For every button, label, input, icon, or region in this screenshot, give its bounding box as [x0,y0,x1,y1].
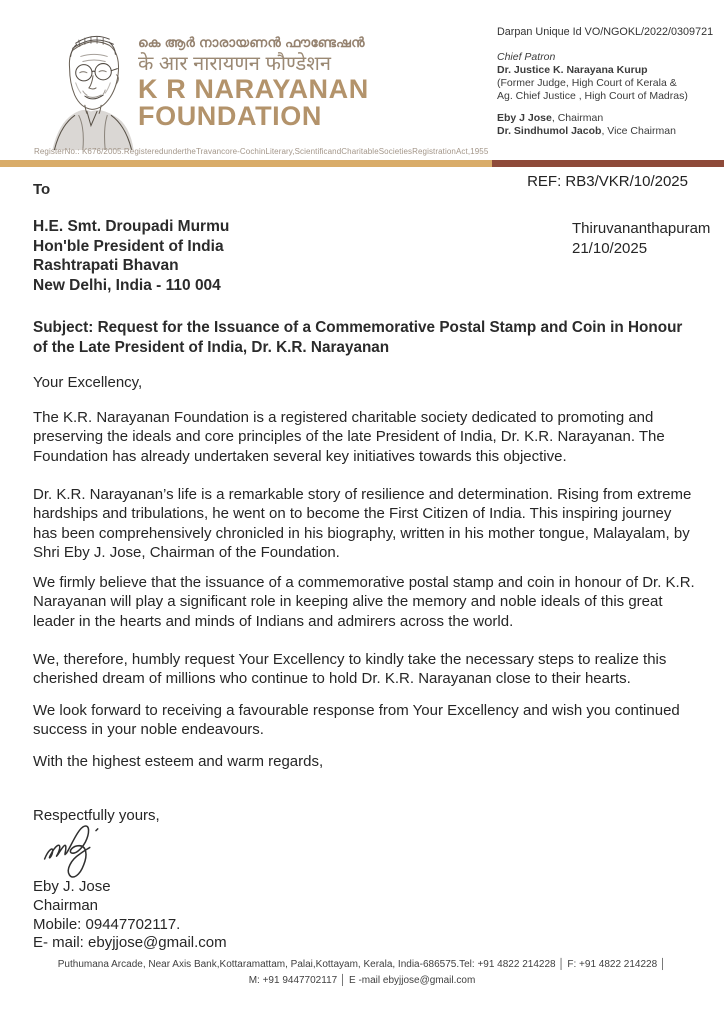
recipient-title: Hon'ble President of India [33,237,224,255]
recipient-address-block [33,217,229,295]
darpan-unique-id: Darpan Unique Id VO/NGOKL/2022/0309721 [497,26,714,38]
body-paragraph-3: We firmly believe that the issuance of a commemorative postal stamp and coin in honour of Dr. K.R. Narayanan will play a significant role in keeping alive the memory and noble ideals of this great leader in the hearts and minds of Indians and admirers across the world. [33,574,695,630]
vice-chairman-line [497,125,717,138]
chairman-line [497,112,717,125]
body-paragraph-1: The K.R. Narayanan Foundation is a registered charitable society dedicated to promoting and preserving the ideals and core principles of the late President of India, Dr. K.R. Narayanan. The Foundation has already undertaken several key initiatives towards this objective. [33,409,665,465]
chairman-name: Eby J Jose [497,112,552,124]
to-label: To [33,181,51,198]
closing-regards-line: With the highest esteem and warm regards, [33,753,324,770]
logo-hindi-name: के आर नारायणन फौण्डेशन [138,53,331,75]
chairman-title: , Chairman [551,112,604,124]
subject-line: Subject: Request for the Issuance of a Commemorative Postal Stamp and Coin in Honour of the Late President of India, Dr. K.R. Narayanan [33,319,683,356]
letter-date: 21/10/2025 [572,239,648,257]
footer-address-line: Puthumana Arcade, Near Axis Bank,Kottaramattam, Palai,Kottayam, Kerala, India-686575.Tel: +91 4822 214228 │ F: +91 4822 214228 │ [57,959,667,970]
salutation: Your Excellency, [33,374,143,391]
chief-patron-label: Chief Patron [497,51,556,63]
registration-number-line: RegisterNo.: K676/2005.RegisteredundertheTravancore-CochinLiterary,ScientificandCharitableSocietiesRegistrationAct,1955 [34,147,489,156]
signatory-email: E- mail: ebyjjose@gmail.com [33,934,227,952]
chief-patron-name: Dr. Justice K. Narayana Kurup [497,64,648,76]
header-right-column [497,26,717,138]
letter-place: Thiruvananthapuram [572,220,711,237]
signatory-role: Chairman [33,896,99,914]
reference-number: REF: RB3/VKR/10/2025 [527,173,688,190]
footer-contact-block [0,957,724,989]
foundation-logo-block [138,34,408,130]
recipient-city-line: New Delhi, India - 110 004 [33,276,221,294]
handwritten-signature [38,820,138,882]
logo-english-name-line1: K R NARAYANAN [138,74,369,104]
vice-chairman-name: Dr. Sindhumol Jacob [497,125,602,137]
vice-chairman-title: , Vice Chairman [601,125,676,137]
body-paragraph-5: We look forward to receiving a favourable response from Your Excellency and wish you continued success in your noble endeavours. [33,702,680,739]
logo-english-name-line2: FOUNDATION [138,101,322,131]
signatory-mobile: Mobile: 09447702117. [33,915,181,933]
recipient-name: H.E. Smt. Droupadi Murmu [33,218,230,235]
header-divider-bar [0,160,724,167]
footer-contact-line: M: +91 9447702117 │ E -mail ebyjjose@gmail.com [248,975,476,986]
chief-patron-detail-2: Ag. Chief Justice , High Court of Madras) [497,90,688,102]
chief-patron-detail-1: (Former Judge, High Court of Kerala & [497,77,677,89]
kr-narayanan-portrait-sketch [42,30,144,150]
place-date-block [572,219,710,258]
logo-malayalam-name: കെ ആർ നാരായണൻ ഫൗണ്ടേഷൻ [138,35,365,50]
body-paragraph-2: Dr. K.R. Narayanan’s life is a remarkable story of resilience and determination. Rising from extreme hardships and tribulations, he went on to become the First Citizen of India. This inspiring journey has been comprehensively chronicled in his biography, written in his mother tongue, Malayalam, by Shri Eby J. Jose, Chairman of the Foundation. [33,486,692,561]
body-paragraph-4: We, therefore, humbly request Your Excellency to kindly take the necessary steps to realize this cherished dream of millions who continue to hold Dr. K.R. Narayanan close to their hearts. [33,651,667,688]
signatory-block [33,878,227,953]
signatory-name: Eby J. Jose [33,878,111,895]
recipient-address-line: Rashtrapati Bhavan [33,257,179,274]
closing-respectfully-line: Respectfully yours, [33,807,160,824]
